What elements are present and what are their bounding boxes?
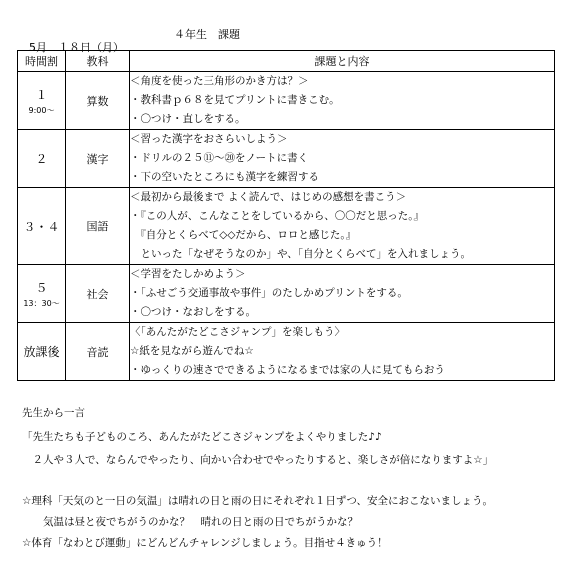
subject-cell: 算数: [66, 72, 130, 130]
message-line: 気温は昼と夜でちがうのかな？ 晴れの日と雨の日でちがうかな？: [22, 516, 358, 528]
period-cell: [18, 130, 66, 188]
period-number: ３・４: [23, 219, 60, 234]
content-line: ＜最初から最後まで よく読んで、はじめの感想を書こう＞: [130, 191, 407, 203]
subject-cell: 社会: [66, 265, 130, 323]
content-line: ・教科書ｐ６８を見てプリントに書きこむ。: [130, 94, 340, 106]
content-cell: [130, 130, 555, 188]
period-number: 放課後: [23, 345, 60, 359]
table-row: [18, 188, 555, 265]
table-row: [18, 72, 555, 130]
content-line: といった「なぜそうなのか」や、「自分とくらべて」を入れましょう。: [130, 248, 472, 260]
content-line: ＜学習をたしかめよう＞: [130, 268, 246, 280]
schedule-table: [17, 50, 555, 381]
content-line: ・〇つけ・なおしをする。: [130, 306, 256, 318]
message-heading: 先生から一言: [22, 407, 85, 419]
content-line: 『自分とくらべて◇◇だから、ロロと感じた。』: [130, 229, 357, 241]
period-number: ５: [35, 280, 48, 295]
content-line: ・〇つけ・直しをする。: [130, 113, 246, 125]
table-row: [18, 130, 555, 188]
grade-title: ４年生 課題: [174, 28, 240, 41]
message-line: 「先生たちも子どものころ、あんたがたどこさジャンプをよくやりました♪♪: [22, 431, 382, 443]
table-header-row: [18, 51, 555, 72]
message-line: ２人や３人で、ならんでやったり、向かい合わせでやったりすると、楽しさが倍になりますよ☆」: [22, 454, 494, 466]
content-cell: [130, 265, 555, 323]
content-line: ・ドリルの２５⑪～⑳をノートに書く: [130, 152, 309, 164]
column-header-period: 時間割: [18, 51, 66, 72]
content-line: ・ゆっくりの速さでできるようになるまでは家の人に見てもらおう: [130, 364, 445, 376]
content-line: 〈「あんたがたどこさジャンプ」を楽しもう〉: [130, 326, 346, 338]
content-line: ・下の空いたところにも漢字を練習する: [130, 171, 319, 183]
subject-cell: 国語: [66, 188, 130, 265]
period-cell: [18, 265, 66, 323]
message-line: ☆理科「天気のと一日の気温」は晴れの日と雨の日にそれぞれ１日ずつ、安全におこないましょう。: [22, 495, 493, 507]
date-label: 5月 １８日（月）: [29, 41, 124, 54]
column-header-content: 課題と内容: [130, 51, 555, 72]
subject-cell: 音読: [66, 323, 130, 381]
period-number: ２: [35, 152, 48, 166]
period-time: 9:00～: [28, 105, 55, 115]
message-line: ☆体育「なわとび運動」にどんどんチャレンジしましょう。目指せ４きゅう！: [22, 537, 388, 549]
content-line: ・「ふせごう交通事故や事件」のたしかめプリントをする。: [130, 287, 408, 299]
period-cell: [18, 72, 66, 130]
content-cell: [130, 188, 555, 265]
content-line: ・『この人が、こんなことをしているから、〇〇だと思った。』: [130, 210, 424, 222]
content-line: ＜角度を使った三角形のかき方は？＞: [130, 75, 309, 87]
period-number: １: [35, 87, 48, 102]
content-line: ☆紙を見ながら遊んでね☆: [130, 345, 254, 357]
period-time: 13：30～: [23, 298, 60, 308]
content-cell: [130, 72, 555, 130]
period-cell: [18, 188, 66, 265]
content-cell: [130, 323, 555, 381]
table-row: [18, 265, 555, 323]
period-cell: [18, 323, 66, 381]
table-row: [18, 323, 555, 381]
subject-cell: 漢字: [66, 130, 130, 188]
column-header-subject: 教科: [66, 51, 130, 72]
content-line: ＜習った漢字をおさらいしよう＞: [130, 133, 288, 145]
